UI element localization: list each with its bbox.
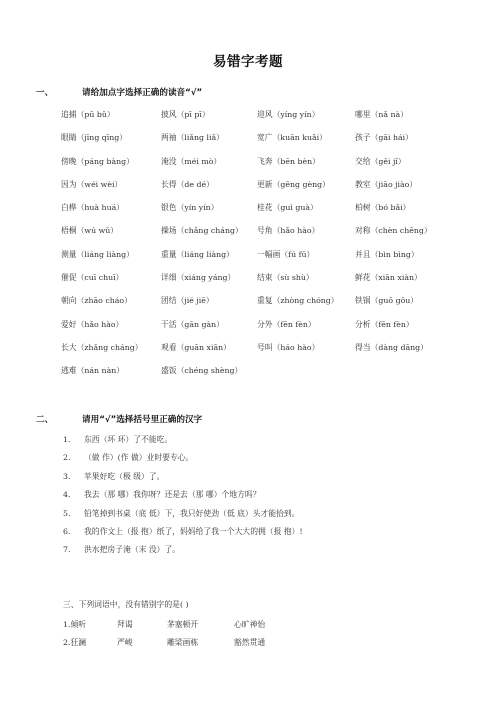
pronunciation-item: 号角（hǎo hào） <box>257 226 320 236</box>
question-text: 我去（那 哪）我你呀？还是去（那 哪）个地方吗？ <box>84 490 261 500</box>
option-row <box>63 637 304 655</box>
pronunciation-item: 朝向（zhāo cháo） <box>61 296 132 306</box>
pronunciation-item: 哪里（nǎ nà） <box>355 110 409 119</box>
pronunciation-item: 对称（chèn chēng） <box>355 226 432 236</box>
question-number: 6. <box>63 526 71 536</box>
question-number: 5. <box>63 508 71 518</box>
pronunciation-item: 测量（liáng liàng） <box>61 249 134 259</box>
question-item <box>63 508 303 526</box>
pronunciation-item: 银色（yín yín） <box>161 203 219 213</box>
pronunciation-item: 追捕（pū bǔ） <box>61 110 115 119</box>
question-text: 铅笔掉到书桌（底 低）下，我只好使劲（低 底）头才能拾到。 <box>84 508 300 518</box>
option-word: 2.狂澜 <box>63 638 87 647</box>
section-1-number: 一、 <box>36 88 54 98</box>
pronunciation-item: 操场（chǎng cháng） <box>161 226 243 236</box>
option-word: 严峻 <box>117 638 133 647</box>
pronunciation-item: 两袖（liǎng liǎ） <box>161 133 224 143</box>
pronunciation-item: 教室（jiāo jiào） <box>355 179 418 189</box>
pronunciation-item: 逃难（nán nàn） <box>61 366 125 376</box>
pronunciation-item: 长大（zhǎng cháng） <box>61 342 143 352</box>
pronunciation-item: 桂花（guì guà） <box>257 203 318 213</box>
pronunciation-item: 并且（bìn bìng） <box>355 249 419 259</box>
pronunciation-item: 披风（pī pī） <box>161 110 210 119</box>
question-item <box>63 452 303 470</box>
pronunciation-item: 重量（liáng liàng） <box>161 249 234 259</box>
pronunciation-item: 傍晚（páng bàng） <box>61 156 134 166</box>
section-2-heading <box>36 413 202 425</box>
pronunciation-item: 详细（xiáng yáng） <box>161 273 236 283</box>
section-2-number: 二、 <box>36 415 54 425</box>
pronunciation-item: 分外（fēn fèn） <box>257 319 316 329</box>
pronunciation-item: 飞奔（bēn bèn） <box>257 156 320 166</box>
question-number: 2. <box>63 453 71 463</box>
pronunciation-item: 梧桐（wú wǔ） <box>61 226 119 236</box>
pronunciation-item: 爱好（hǎo hào） <box>61 319 124 329</box>
pronunciation-item: 柏树（bó bǎi） <box>355 203 411 213</box>
option-word: 茅塞顿开 <box>167 620 199 629</box>
pronunciation-item: 盛饭（chéng shèng） <box>161 366 243 376</box>
pronunciation-item: 一幅画（fú fǔ） <box>257 249 315 259</box>
question-number: 7. <box>63 545 71 555</box>
question-number: 1. <box>63 435 71 444</box>
pronunciation-item: 重复（zhòng chóng） <box>257 296 339 306</box>
question-number: 3. <box>63 471 71 481</box>
question-text: 苹果好吃（极 级）了。 <box>84 471 165 481</box>
pronunciation-item: 观看（guān xiān） <box>161 342 231 352</box>
option-row <box>63 619 304 637</box>
pronunciation-item: 号叫（háo hào） <box>257 342 320 352</box>
section-2-title: 请用“√”选择括号里正确的汉字 <box>82 415 203 425</box>
question-item <box>63 544 303 562</box>
section-1-title: 请给加点字选择正确的读音“√” <box>82 88 203 98</box>
option-word: 豁然贯通 <box>234 638 266 647</box>
pronunciation-item: 迎风（yíng yín） <box>257 110 320 119</box>
question-item <box>63 471 303 489</box>
pronunciation-item: 铁锅（guō gǒu） <box>355 296 419 306</box>
question-text: 东西（坏 环）了不能吃。 <box>84 435 173 444</box>
section-3-heading: 三、下列词语中，没有错别字的是( ) <box>63 600 189 609</box>
pronunciation-item: 得当（dàng dāng） <box>355 342 428 352</box>
question-item <box>63 526 303 544</box>
question-text: 我的作文上（报 抱）纸了，妈妈给了我一个大大的拥（报 抱）! <box>84 526 303 536</box>
question-text: 洪水把房子淹（末 没）了。 <box>84 545 181 555</box>
pronunciation-item: 分析（fēn fèn） <box>355 319 414 329</box>
pronunciation-item: 团结（jié jiē） <box>161 296 214 306</box>
pronunciation-item: 孩子（gāi hái） <box>355 133 413 143</box>
pronunciation-item: 淹没（méi mò） <box>161 156 222 166</box>
pronunciation-item: 更新（gēng gèng） <box>257 179 330 189</box>
pronunciation-item: 宽广（kuān kuǎi） <box>257 133 327 143</box>
pronunciation-item: 白桦（huà huá） <box>61 203 125 213</box>
pronunciation-item: 鲜花（xiān xiàn） <box>355 273 422 283</box>
section-1-heading <box>36 86 202 98</box>
option-word: 1.倾听 <box>63 620 87 629</box>
question-number: 4. <box>63 490 71 500</box>
section-3-options <box>63 619 304 655</box>
pronunciation-item: 长得（de dé） <box>161 179 214 189</box>
option-word: 心旷神怡 <box>234 620 266 629</box>
pronunciation-item: 结束（sù shù） <box>257 273 314 283</box>
character-choice-list <box>63 434 303 563</box>
pronunciation-item: 干活（gān gàn） <box>161 319 224 329</box>
question-item <box>63 434 303 452</box>
pronunciation-item: 因为（wéi wèi） <box>61 179 123 189</box>
question-text: （做 作）(作 做）业时要专心。 <box>84 453 194 463</box>
question-item <box>63 489 303 507</box>
option-word: 拜谒 <box>117 620 133 629</box>
pronunciation-item: 交给（gěi jǐ） <box>355 156 406 166</box>
pronunciation-item: 催促（cuī chuī） <box>61 273 124 283</box>
pronunciation-item: 眼睛（jīng qīng） <box>61 133 128 143</box>
option-word: 雕梁画栋 <box>167 638 199 647</box>
page-title: 易错字考题 <box>213 54 283 70</box>
